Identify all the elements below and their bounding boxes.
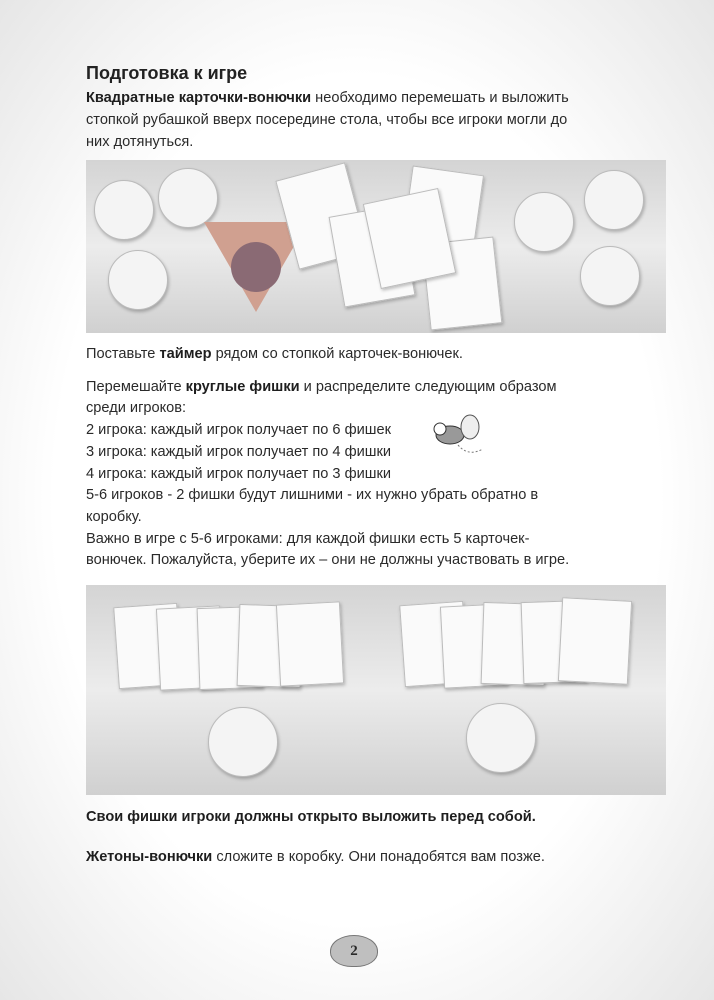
page-number: 2 <box>330 935 378 967</box>
text: Поставьте <box>86 346 160 362</box>
text-line: них дотянуться. <box>86 134 194 150</box>
text-line: Важно в игре с 5-6 игроками: для каждой фишки есть 5 карточек- <box>86 531 530 547</box>
card-skunk <box>276 601 344 686</box>
paragraph-cards <box>86 88 569 110</box>
chip-toilet <box>514 192 574 252</box>
card-fish <box>558 597 632 685</box>
text: сложите в коробку. Они понадобятся вам позже. <box>212 849 545 865</box>
chip-trash <box>580 246 640 306</box>
bold-term: таймер <box>159 346 212 362</box>
chip-basket <box>108 250 168 310</box>
illustration-chips-cards <box>86 585 666 795</box>
text-line: 2 игрока: каждый игрок получает по 6 фишек <box>86 422 391 438</box>
timer-dot <box>231 242 281 292</box>
paragraph-chips <box>86 377 557 399</box>
text: необходимо перемешать и выложить <box>311 90 569 106</box>
text-line: стопкой рубашкой вверх посередине стола, чтобы все игроки могли до <box>86 112 568 128</box>
bold-term: Жетоны-вонючки <box>86 849 213 865</box>
fly-icon <box>428 413 488 463</box>
section-title: Подготовка к игре <box>86 63 248 83</box>
text: и распределите следующим образом <box>299 379 557 395</box>
paragraph-tokens <box>86 847 545 869</box>
text: рядом со стопкой карточек-вонючек. <box>211 346 463 362</box>
chip-fish <box>466 703 536 773</box>
chip-dog <box>94 180 154 240</box>
text: Перемешайте <box>86 379 186 395</box>
chip-cheese <box>158 168 218 228</box>
illustration-setup <box>86 160 666 333</box>
text-line: 3 игрока: каждый игрок получает по 4 фишки <box>86 444 392 460</box>
text-line: среди игроков: <box>86 400 187 416</box>
chip-skunk <box>208 707 278 777</box>
chip-dog <box>584 170 644 230</box>
text-line: 4 игрока: каждый игрок получает по 3 фишки <box>86 466 392 482</box>
bold-term: Свои фишки игроки должны открыто выложить перед собой. <box>86 809 536 825</box>
text-line: 5-6 игроков - 2 фишки будут лишними - их нужно убрать обратно в <box>86 487 539 503</box>
text-line: коробку. <box>86 509 142 525</box>
bold-term: круглые фишки <box>185 379 300 395</box>
text-line: вонючек. Пожалуйста, уберите их – они не должны участвовать в игре. <box>86 552 570 568</box>
bold-term: Квадратные карточки-вонючки <box>86 90 312 106</box>
paragraph-timer <box>86 344 463 366</box>
paragraph-own-chips <box>86 807 536 829</box>
